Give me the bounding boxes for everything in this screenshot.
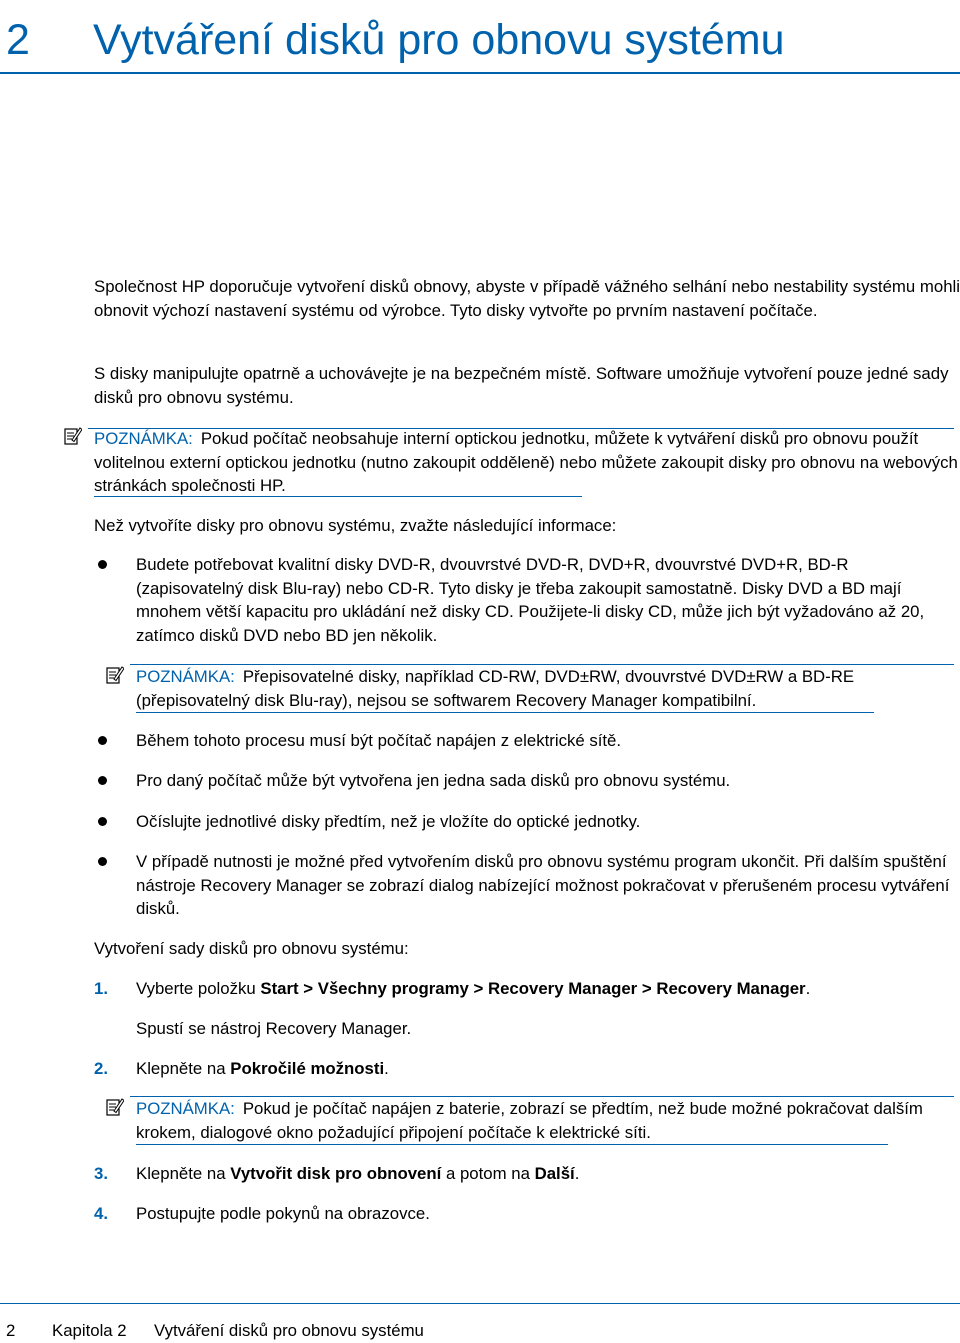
list-item: Pro daný počítač může být vytvořena jen jedna sada disků pro obnovu systému.: [136, 771, 731, 790]
footer-chapter-title: Vytváření disků pro obnovu systému: [154, 1321, 424, 1340]
step-4: Postupujte podle pokynů na obrazovce.: [136, 1204, 430, 1223]
note-text: Pokud počítač neobsahuje interní optickou jednotku, můžete k vytváření disků pro obnovu použít volitelnou externí optickou jednotku (nutno zakoupit odděleně) nebo můžete zakoupit disky pro obnovu na webových stránkách společnosti HP.: [94, 429, 958, 495]
step-number: 1.: [94, 979, 108, 998]
note-pencil-icon: [106, 665, 124, 685]
note-label: POZNÁMKA:: [136, 667, 235, 686]
chapter-title: Vytváření disků pro obnovu systému: [93, 16, 785, 64]
step-text: Klepněte na: [136, 1059, 231, 1078]
step-2: [136, 1057, 960, 1081]
intro-paragraph-2: S disky manipulujte opatrně a uchovávejte je na bezpečném místě. Software umožňuje vytvoření pouze jedné sady disků pro obnovu systému.: [94, 364, 949, 407]
menu-separator: >: [468, 979, 488, 998]
step-text: Klepněte na: [136, 1164, 231, 1183]
menu-recovery-manager-folder: Recovery Manager: [487, 979, 638, 998]
menu-start: Start: [260, 979, 299, 998]
bullet-dot-icon: [98, 817, 107, 826]
footer-rule: [0, 1303, 960, 1304]
step-text: .: [384, 1059, 389, 1078]
step-1-result: Spustí se nástroj Recovery Manager.: [136, 1019, 412, 1038]
bullet-dot-icon: [98, 736, 107, 745]
considerations-intro: Než vytvoříte disky pro obnovu systému, zvažte následující informace:: [94, 516, 617, 535]
note-rule-bottom: [136, 712, 874, 713]
list-item: V případě nutnosti je možné před vytvořením disků pro obnovu systému program ukončit. Při dalším spuštění nástroje Recovery Manager se zobrazí dialog nabízející možnost pokračovat v přerušeném procesu vytváření disků.: [136, 852, 950, 918]
note-rule-bottom: [94, 496, 582, 497]
step-text: Vyberte položku: [136, 979, 261, 998]
step-number: 3.: [94, 1164, 108, 1183]
step-text: a potom na: [441, 1164, 535, 1183]
note-label: POZNÁMKA:: [94, 429, 193, 448]
note-2: [136, 665, 960, 712]
note-pencil-icon: [106, 1097, 124, 1117]
next-label: Další: [534, 1164, 575, 1183]
note-1: [94, 427, 960, 498]
advanced-options-label: Pokročilé možnosti: [230, 1059, 385, 1078]
footer-page-number: 2: [6, 1321, 16, 1340]
step-1: [136, 977, 960, 1001]
bullet-dot-icon: [98, 560, 107, 569]
menu-separator: >: [637, 979, 657, 998]
step-text: .: [574, 1164, 580, 1183]
note-label: POZNÁMKA:: [136, 1099, 235, 1118]
chapter-rule: [0, 72, 960, 74]
chapter-number: 2: [6, 16, 30, 64]
list-item: Budete potřebovat kvalitní disky DVD-R, dvouvrstvé DVD-R, DVD+R, dvouvrstvé DVD+R, BD-R (zapisovatelný disk Blu-ray) nebo CD-R. Tyto disky je třeba zakoupit samostatně. Disky DVD a BD mají mnohem větší kapacitu pro ukládání než disky CD. Použijete-li disky CD, může jich být vyžadováno až 20, zatímco disků DVD nebo BD jen několik.: [136, 555, 925, 645]
bullet-dot-icon: [98, 776, 107, 785]
step-3: [136, 1162, 960, 1186]
bullet-dot-icon: [98, 857, 107, 866]
note-rule-bottom: [136, 1144, 888, 1145]
list-item: Očíslujte jednotlivé disky předtím, než je vložíte do optické jednotky.: [136, 812, 641, 831]
menu-recovery-manager: Recovery Manager: [656, 979, 806, 998]
step-number: 4.: [94, 1204, 108, 1223]
step-number: 2.: [94, 1059, 108, 1078]
intro-paragraph-1: Společnost HP doporučuje vytvoření disků obnovy, abyste v případě vážného selhání nebo nestability systému mohli obnovit výchozí nastavení systému od výrobce. Tyto disky vytvořte po prvním nastavení počítače.: [94, 277, 960, 320]
menu-all-programs: Všechny programy: [317, 979, 469, 998]
note-text: Přepisovatelné disky, například CD-RW, DVD±RW, dvouvrstvé DVD±RW a BD-RE (přepisovatelný disk Blu-ray), nejsou se softwarem Recovery Manager kompatibilní.: [136, 667, 855, 710]
footer-chapter-label: Kapitola 2: [52, 1321, 127, 1340]
note-3: [136, 1097, 960, 1144]
note-text: Pokud je počítač napájen z baterie, zobrazí se předtím, než bude možné pokračovat dalším krokem, dialogové okno požadující připojení počítače k elektrické síti.: [136, 1099, 923, 1142]
note-pencil-icon: [64, 426, 82, 446]
list-item: Během tohoto procesu musí být počítač napájen z elektrické sítě.: [136, 731, 622, 750]
create-disc-label: Vytvořit disk pro obnovení: [230, 1164, 442, 1183]
steps-intro: Vytvoření sady disků pro obnovu systému:: [94, 939, 409, 958]
step-text: .: [805, 979, 811, 998]
menu-separator: >: [298, 979, 318, 998]
